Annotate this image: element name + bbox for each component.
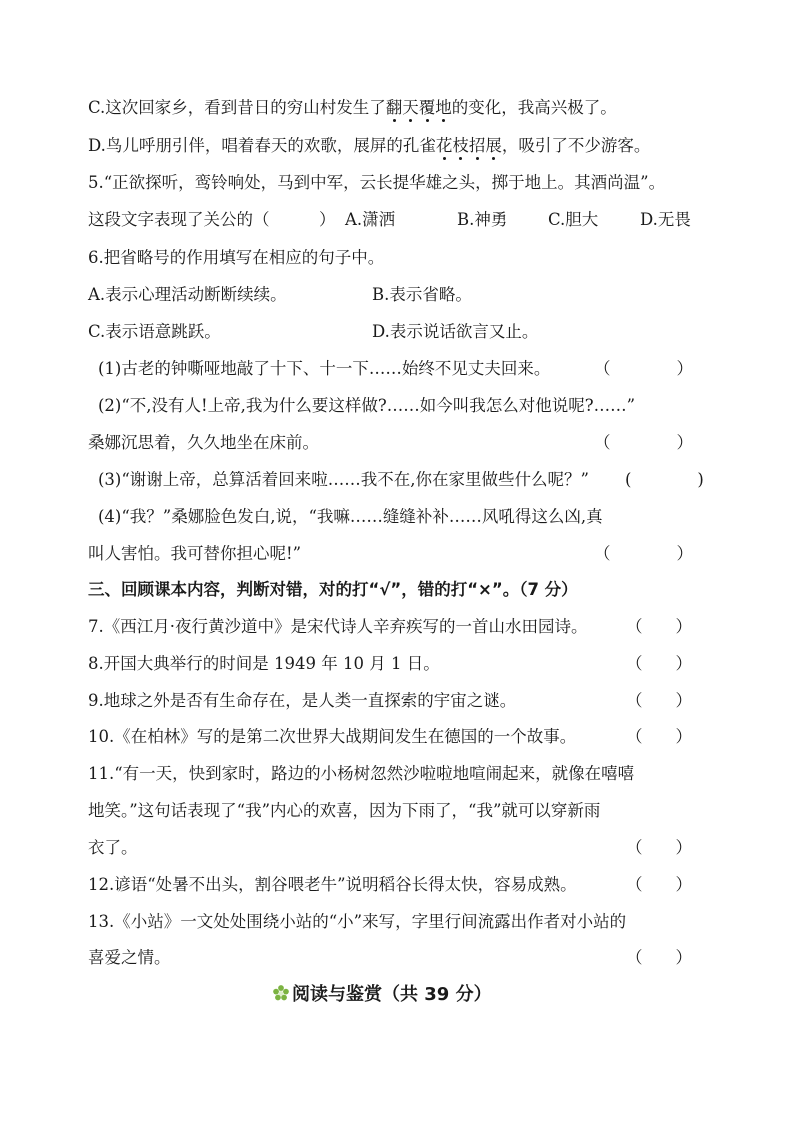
- flower-icon: [272, 984, 290, 1002]
- dotted-char: 展: [485, 136, 502, 155]
- q6-sentence-4b: 叫人害怕。我可替你担心呢!”: [88, 544, 302, 563]
- answer-blank[interactable]: （ ）: [626, 691, 692, 710]
- judge-q7: 7.《西江月·夜行黄沙道中》是宋代诗人辛弃疾写的一首山水田园诗。: [88, 617, 588, 636]
- dotted-char: 翻: [385, 98, 403, 117]
- option-4d-post: ，吸引了不少游客。: [501, 136, 651, 155]
- option-4c-pre: C.这次回家乡，看到昔日的穷山村发生了: [88, 98, 386, 117]
- option-4d-pre: D.鸟儿呼朋引伴，唱着春天的欢歌，展屏的孔雀: [88, 136, 436, 155]
- reading-section-title: [272, 982, 492, 1008]
- judge-q11-line1: 11.“有一天，快到家时，路边的小杨树忽然沙啦啦地喧闹起来，就像在嘻嘻: [88, 764, 635, 783]
- q6-option-a: A.表示心理活动断断续续。: [88, 285, 287, 304]
- question-5-line2: 这段文字表现了关公的（ ）: [88, 210, 336, 229]
- q6-option-c: C.表示语意跳跃。: [88, 322, 221, 341]
- dotted-char: 招: [468, 136, 486, 155]
- answer-blank[interactable]: ( ): [625, 470, 704, 489]
- q5-option-d: D.无畏: [640, 210, 691, 229]
- judge-q9: 9.地球之外是否有生命存在，是人类一直探索的宇宙之谜。: [88, 691, 517, 710]
- judge-q12: 12.谚语“处暑不出头，割谷喂老牛”说明稻谷长得太快，容易成熟。: [88, 875, 577, 894]
- q5-option-a: A.潇洒: [345, 210, 396, 229]
- answer-blank[interactable]: （ ）: [626, 948, 692, 967]
- answer-blank[interactable]: （ ）: [626, 875, 692, 894]
- dotted-char: 天: [402, 98, 419, 117]
- answer-blank[interactable]: （ ）: [626, 838, 692, 857]
- section-3-title: 三、回顾课本内容，判断对错，对的打“√”，错的打“×”。（7 分）: [88, 580, 578, 599]
- dotted-char: 覆: [418, 98, 436, 117]
- dotted-char: 花: [435, 136, 453, 155]
- answer-blank[interactable]: （ ）: [626, 727, 692, 746]
- answer-blank[interactable]: （ ）: [594, 359, 693, 378]
- reading-section-label: 阅读与鉴赏（共 39 分）: [292, 984, 492, 1005]
- q6-option-d: D.表示说话欲言又止。: [372, 322, 539, 341]
- judge-q10: 10.《在柏林》写的是第二次世界大战期间发生在德国的一个故事。: [88, 727, 577, 746]
- answer-blank[interactable]: （ ）: [626, 654, 692, 673]
- option-4c-post: 的变化，我高兴极了。: [451, 98, 617, 117]
- q5-option-c: C.胆大: [548, 210, 599, 229]
- question-6-stem: 6.把省略号的作用填写在相应的句子中。: [88, 248, 385, 267]
- q6-sentence-2b: 桑娜沉思着，久久地坐在床前。: [88, 433, 319, 452]
- judge-q13-line1: 13.《小站》一文处处围绕小站的“小”来写，字里行间流露出作者对小站的: [88, 912, 627, 931]
- q5-option-b: B.神勇: [457, 210, 508, 229]
- q6-sentence-3: (3)“谢谢上帝，总算活着回来啦……我不在,你在家里做些什么呢？”: [98, 470, 589, 489]
- dotted-char: 地: [435, 98, 452, 117]
- dotted-char: 枝: [452, 136, 469, 155]
- answer-blank[interactable]: （ ）: [594, 544, 693, 563]
- option-4d: [88, 134, 650, 158]
- judge-q11-line2: 地笑。”这句话表现了“我”内心的欢喜，因为下雨了，“我”就可以穿新雨: [88, 801, 601, 820]
- judge-q13-line2: 喜爱之情。: [88, 948, 171, 967]
- question-5-line1: 5.“正欲探听，鸾铃响处，马到中军，云长提华雄之头，掷于地上。其酒尚温”。: [88, 173, 666, 192]
- q6-sentence-2a: (2)“不,没有人!上帝,我为什么要这样做?……如今叫我怎么对他说呢?……”: [98, 396, 636, 415]
- q6-option-b: B.表示省略。: [372, 285, 472, 304]
- judge-q11-line3: 衣了。: [88, 838, 138, 857]
- q6-sentence-1: (1)古老的钟嘶哑地敲了十下、十一下……始终不见丈夫回来。: [98, 359, 551, 378]
- option-4c: [88, 96, 617, 120]
- answer-blank[interactable]: （ ）: [594, 433, 693, 452]
- q6-sentence-4a: (4)“我？”桑娜脸色发白,说，“我嘛……缝缝补补……风吼得这么凶,真: [98, 507, 603, 526]
- answer-blank[interactable]: （ ）: [626, 617, 692, 636]
- judge-q8: 8.开国大典举行的时间是 1949 年 10 月 1 日。: [88, 654, 440, 673]
